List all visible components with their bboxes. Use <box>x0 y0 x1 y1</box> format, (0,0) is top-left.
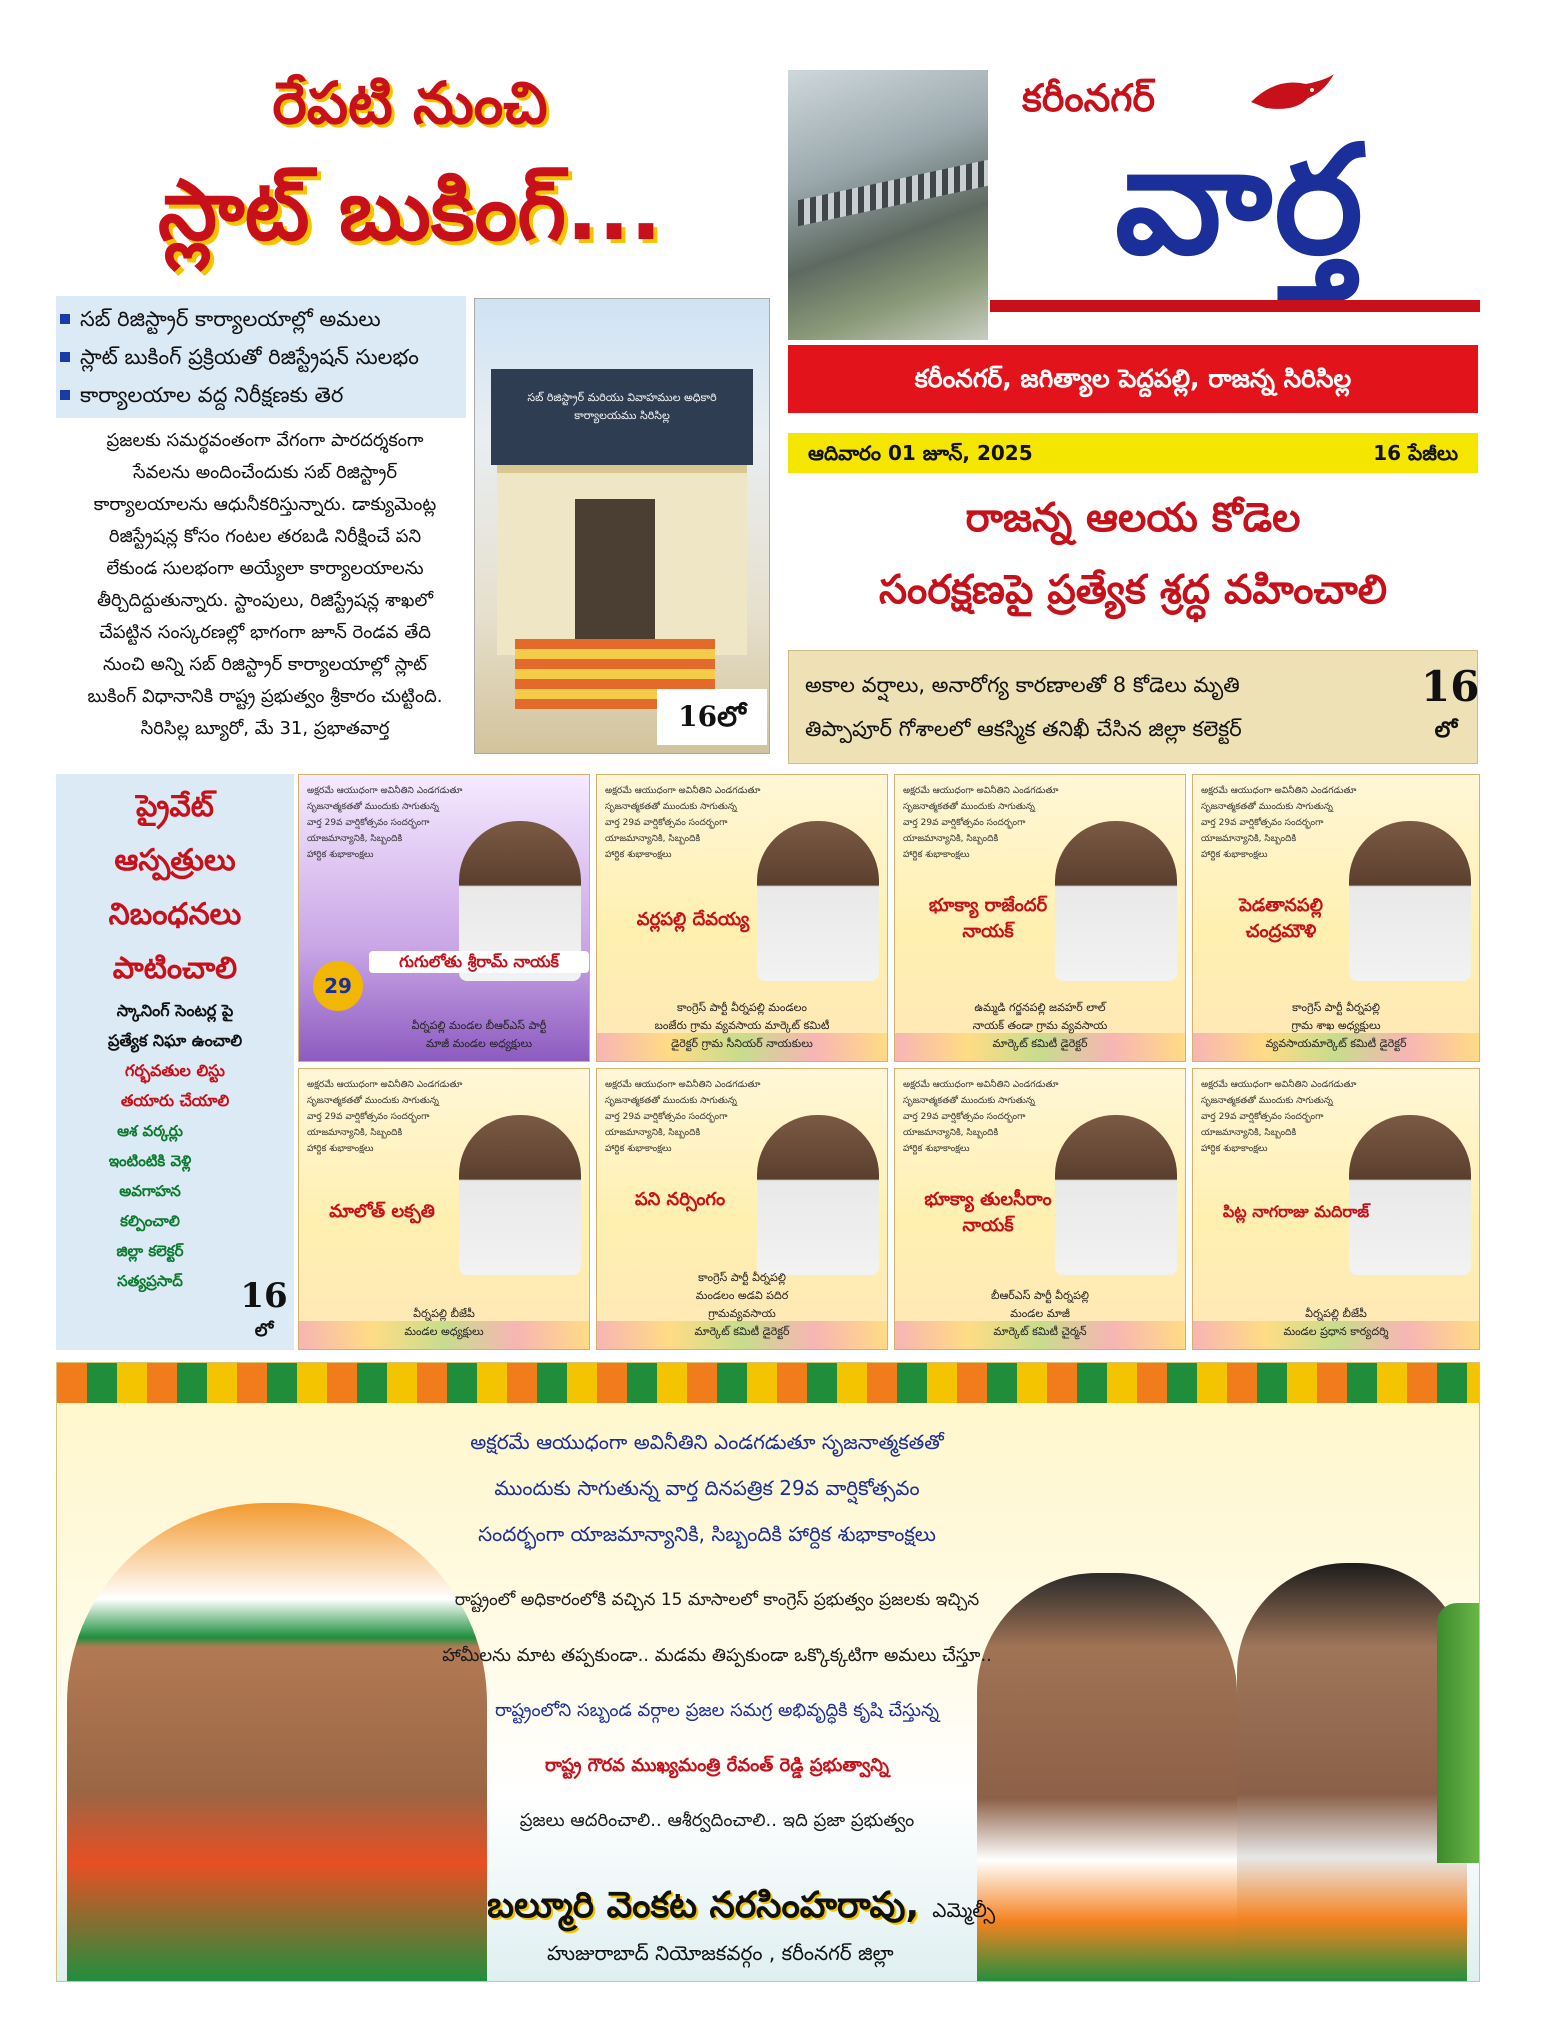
big-ad-line: అక్షరమే ఆయుధంగా అవినీతిని ఎండగడుతూ సృజనాత్మకతతో <box>470 1430 944 1454</box>
greeting-line: సృజనాత్మకతతో ముందుకు సాగుతున్న <box>307 802 439 812</box>
sidebar-page-suffix: లో <box>254 1320 274 1341</box>
ad-desc-line: గ్రామవ్యవసాయ <box>708 1307 776 1320</box>
story2-headline-1: రాజన్న ఆలయ కోడెల <box>965 495 1301 541</box>
ad-desc-line: కాంగ్రెస్ పార్టీ వీర్నపల్లి <box>698 1271 786 1284</box>
story2-summary-line: అకాల వర్షాలు, అనారోగ్య కారణాలతో 8 కోడెలు మృతి <box>805 673 1240 697</box>
ad-desc-line: మార్కెట్ కమిటీ చైర్మన్ <box>993 1325 1087 1338</box>
sidebar-green-line: అవగాహన <box>119 1182 181 1200</box>
greeting-line: హార్దిక శుభాకాంక్షలు <box>1201 850 1268 860</box>
body-line: కార్యాలయాలను ఆధునీకరిస్తున్నారు. డాక్యుమెంట్ల <box>93 494 437 515</box>
greeting-line: అక్షరమే ఆయుధంగా అవినీతిని ఎండగడుతూ <box>605 786 761 796</box>
greeting-ad-7 <box>894 1068 1186 1350</box>
office-sign-board <box>491 369 753 465</box>
greeting-line: హార్దిక శుభాకాంక్షలు <box>903 850 970 860</box>
office-doorway <box>575 499 655 649</box>
big-ad-name: బల్మూరి వెంకట నరసింహరావు, <box>487 1885 920 1926</box>
sidebar-headline: ప్రైవేట్ <box>136 789 214 824</box>
ad-name: మాలోత్ లక్పతి <box>329 1201 435 1222</box>
anniversary-number: 29 <box>324 974 352 998</box>
greeting-line: వార్త 29వ వార్షికోత్సవం సందర్భంగా <box>307 1112 430 1122</box>
ad-desc <box>1193 999 1479 1053</box>
ad-desc-line: నాయక్ తండా గ్రామ వ్యవసాయ <box>972 1019 1108 1032</box>
greeting-line: వార్త 29వ వార్షికోత్సవం సందర్భంగా <box>605 818 728 828</box>
masthead-districts: కరీంనగర్, జగిత్యాల పెద్దపల్లి, రాజన్న సిరిసిల్ల <box>914 364 1352 393</box>
greeting-line: వార్త 29వ వార్షికోత్సవం సందర్భంగా <box>307 818 430 828</box>
greeting-line: వార్త 29వ వార్షికోత్సవం సందర్భంగా <box>605 1112 728 1122</box>
greeting-line: యాజమాన్యానికి, సిబ్బందికి <box>903 1128 999 1138</box>
big-ad-line: ముందుకు సాగుతున్న వార్త దినపత్రిక 29వ వార్షికోత్సవం <box>494 1476 920 1500</box>
greeting-line: హార్దిక శుభాకాంక్షలు <box>605 1144 672 1154</box>
ad-desc-line: కాంగ్రెస్ పార్టీ వీర్నపల్లి <box>1292 1001 1380 1014</box>
sidebar-green-line: ఇంటింటికి వెళ్లి <box>108 1152 192 1170</box>
greeting-line: సృజనాత్మకతతో ముందుకు సాగుతున్న <box>903 1096 1035 1106</box>
bullet-item <box>56 338 466 376</box>
ad-name: భూక్యా రాజేందర్ నాయక్ <box>928 895 1048 942</box>
garland-decoration <box>57 1363 1480 1403</box>
story2-summary-box <box>788 650 1478 764</box>
greeting-line: అక్షరమే ఆయుధంగా అవినీతిని ఎండగడుతూ <box>1201 1080 1357 1090</box>
ad-portrait <box>1055 821 1177 981</box>
greeting-line: సృజనాత్మకతతో ముందుకు సాగుతున్న <box>307 1096 439 1106</box>
leader-portrait-2 <box>1237 1563 1467 1982</box>
masthead-dam-photo <box>788 70 988 340</box>
body-line: ప్రజలకు సమర్థవంతంగా వేగంగా పారదర్శకంగా <box>106 430 424 451</box>
sidebar-headline: పాటించాలి <box>112 951 238 986</box>
ad-name: గుగులోతు శ్రీరామ్ నాయక్ <box>369 951 589 973</box>
greeting-line: యాజమాన్యానికి, సిబ్బందికి <box>903 834 999 844</box>
anniversary-badge <box>313 961 363 1011</box>
ad-name: వర్లపల్లి దేవయ్య <box>636 909 750 930</box>
masthead-date: ఆదివారం 01 జూన్, 2025 <box>808 441 1033 465</box>
sidebar-page-ref <box>238 1274 290 1344</box>
masthead-title: వార్త <box>1114 114 1366 288</box>
greeting-ad-8 <box>1192 1068 1480 1350</box>
greeting-ad-2 <box>596 774 888 1062</box>
ad-name: పని నర్సింగం <box>634 1189 726 1210</box>
big-ad-line: రాష్ట్ర గౌరవ ముఖ్యమంత్రి రేవంత్ రెడ్డి ప్రభుత్వాన్ని <box>544 1755 889 1776</box>
greeting-line: అక్షరమే ఆయుధంగా అవినీతిని ఎండగడుతూ <box>1201 786 1357 796</box>
ad-desc-line: మండల ప్రధాన కార్యదర్శి <box>1283 1325 1389 1338</box>
story2-page-suffix: లో <box>1434 717 1458 743</box>
photo-page-ref: 16లో <box>657 689 767 745</box>
greeting-line: అక్షరమే ఆయుధంగా అవినీతిని ఎండగడుతూ <box>903 1080 1059 1090</box>
big-ad-line: సందర్భంగా యాజమాన్యానికి, సిబ్బందికి హార్దిక శుభాకాంక్షలు <box>478 1522 936 1546</box>
ad-portrait <box>757 821 879 981</box>
greeting-line: అక్షరమే ఆయుధంగా అవినీతిని ఎండగడుతూ <box>903 786 1059 796</box>
greeting-line: యాజమాన్యానికి, సిబ్బందికి <box>307 1128 403 1138</box>
greeting-line: హార్దిక శుభాకాంక్షలు <box>1201 1144 1268 1154</box>
big-ad-text-2 <box>347 1573 1087 1848</box>
masthead-districts-bar <box>788 345 1478 413</box>
ad-desc-line: వీర్నపల్లి మండల బీఆర్ఎస్ పార్టీ <box>411 1019 547 1032</box>
ad-desc-line: మాజీ మండల అధ్యక్షులు <box>425 1037 533 1050</box>
ad-desc-line: వీర్నపల్లి బీజేపీ <box>413 1307 475 1320</box>
big-ad-sponsor <box>487 1885 1207 1935</box>
big-ad <box>56 1362 1480 1982</box>
ad-desc-line: డైరెక్టర్ గ్రామ సీనియర్ నాయకులు <box>671 1037 813 1050</box>
bullet-text: సబ్ రిజిస్ట్రార్ కార్యాలయాల్లో అమలు <box>80 307 381 331</box>
greeting-line: సృజనాత్మకతతో ముందుకు సాగుతున్న <box>605 1096 737 1106</box>
sidebar-green-line: కల్పించాలి <box>120 1212 180 1230</box>
greeting-line: హార్దిక శుభాకాంక్షలు <box>605 850 672 860</box>
sidebar-sub: ప్రత్యేక నిఘా ఉంచాలి <box>107 1031 243 1050</box>
greeting-ad-5 <box>298 1068 590 1350</box>
greeting-line: హార్దిక శుభాకాంక్షలు <box>307 850 374 860</box>
masthead-red-stripe <box>990 300 1480 312</box>
greeting-line: అక్షరమే ఆయుధంగా అవినీతిని ఎండగడుతూ <box>307 1080 463 1090</box>
greeting-line: సృజనాత్మకతతో ముందుకు సాగుతున్న <box>605 802 737 812</box>
sidebar-green-line: ఆశ వర్కర్లు <box>117 1122 183 1140</box>
ad-portrait <box>757 1115 879 1275</box>
big-ad-line: ప్రజలు ఆదరించాలి.. ఆశీర్వదించాలి.. ఇది ప్రజా ప్రభుత్వం <box>519 1810 915 1831</box>
ad-portrait <box>1349 1115 1471 1275</box>
story2-page-ref <box>1421 659 1480 745</box>
body-line: బుకింగ్ విధానానికి రాష్ట్ర ప్రభుత్వం శ్రీకారం చుట్టింది. <box>87 686 443 707</box>
office-sign-text: సబ్ రిజిస్ట్రార్ మరియు వివాహముల అధికారి కార్యాలయము సిరిసిల్ల <box>527 391 717 422</box>
greeting-line: యాజమాన్యానికి, సిబ్బందికి <box>605 1128 701 1138</box>
ad-desc <box>597 1269 887 1341</box>
greeting-line: వార్త 29వ వార్షికోత్సవం సందర్భంగా <box>903 1112 1026 1122</box>
ad-name: పిట్ల నాగరాజు మదిరాజ్ <box>1222 1202 1370 1221</box>
ad-desc-line: బీఆర్ఎస్ పార్టీ వీర్నపల్లి <box>991 1289 1089 1302</box>
bullet-item <box>56 376 466 414</box>
masthead-city: కరీంనగర్ <box>1022 76 1156 120</box>
body-line: నుంచి అన్ని సబ్ రిజిస్ట్రార్ కార్యాలయాల్లో స్లాట్ <box>102 654 428 675</box>
main-headline: స్లాట్ బుకింగ్... <box>158 161 662 259</box>
body-line: సేవలను అందించేందుకు సబ్ రిజిస్ట్రార్ <box>132 462 398 483</box>
greeting-ad-1 <box>298 774 590 1062</box>
ad-desc <box>299 1305 589 1341</box>
greeting-line: యాజమాన్యానికి, సిబ్బందికి <box>1201 834 1297 844</box>
dam-gates <box>798 160 988 226</box>
ad-name: పెడతానపల్లి చంద్రమౌళి <box>1239 895 1323 942</box>
sidebar-page-num: 16 <box>240 1276 288 1316</box>
story2-headline-2: సంరక్షణపై ప్రత్యేక శ్రద్ధ వహించాలి <box>878 567 1388 613</box>
sidebar-red-line: గర్భవతుల లిస్టు <box>125 1061 225 1080</box>
masthead-pages: 16 పేజీలు <box>1373 441 1458 465</box>
sidebar-column <box>56 774 294 1350</box>
greeting-line: సృజనాత్మకతతో ముందుకు సాగుతున్న <box>1201 802 1333 812</box>
big-ad-title: ఎమ్మెల్సీ <box>932 1898 996 1922</box>
greeting-line: యాజమాన్యానికి, సిబ్బందికి <box>605 834 701 844</box>
ad-desc-line: వీర్నపల్లి బీజేపీ <box>1305 1307 1367 1320</box>
greeting-ad-6 <box>596 1068 888 1350</box>
greeting-line: సృజనాత్మకతతో ముందుకు సాగుతున్న <box>903 802 1035 812</box>
ad-desc-line: మార్కెట్ కమిటీ డైరెక్టర్ <box>694 1325 790 1338</box>
greeting-line: యాజమాన్యానికి, సిబ్బందికి <box>1201 1128 1297 1138</box>
ad-desc <box>369 1017 589 1053</box>
sidebar-sub: స్కానింగ్ సెంటర్ల పై <box>116 1001 234 1020</box>
greeting-line: వార్త 29వ వార్షికోత్సవం సందర్భంగా <box>1201 818 1324 828</box>
ad-desc-line: గ్రామ శాఖ అధ్యక్షులు <box>1291 1019 1381 1032</box>
bullet-text: స్లాట్ బుకింగ్ ప్రక్రియతో రిజిస్ట్రేషన్ సులభం <box>80 345 419 369</box>
masthead-date-bar <box>788 433 1478 473</box>
ad-desc <box>597 999 887 1053</box>
greeting-line: హార్దిక శుభాకాంక్షలు <box>307 1144 374 1154</box>
body-line: సిరిసిల్ల బ్యూరో, మే 31, ప్రభాతవార్త <box>140 718 390 739</box>
big-ad-line: రాష్ట్రంలో అధికారంలోకి వచ్చిన 15 మాసాలలో కాంగ్రెస్ ప్రభుత్వం ప్రజలకు ఇచ్చిన <box>454 1590 980 1610</box>
sidebar-green-line: సత్యప్రసాద్ <box>117 1272 183 1290</box>
sidebar-green-line: జిల్లా కలెక్టర్ <box>116 1242 184 1260</box>
bullet-item <box>56 300 466 338</box>
ad-portrait <box>1055 1115 1177 1275</box>
sidebar-headline: నిబంధనలు <box>108 897 242 932</box>
ad-portrait <box>459 1115 581 1275</box>
greeting-line: వార్త 29వ వార్షికోత్సవం సందర్భంగా <box>903 818 1026 828</box>
body-line: రిజిస్ట్రేషన్ల కోసం గంటల తరబడి నిరీక్షించే పని <box>108 526 422 547</box>
greeting-line: అక్షరమే ఆయుధంగా అవినీతిని ఎండగడుతూ <box>307 786 463 796</box>
greeting-ad-4 <box>1192 774 1480 1062</box>
sidebar-red-line: తయారు చేయాలి <box>120 1091 230 1110</box>
greeting-ad-3 <box>894 774 1186 1062</box>
body-line: తీర్చిదిద్దుతున్నారు. స్టాంపులు, రిజిస్ట్రేషన్ల శాఖలో <box>96 590 434 611</box>
story2-page-num: 16 <box>1421 662 1480 711</box>
greeting-line: వార్త 29వ వార్షికోత్సవం సందర్భంగా <box>1201 1112 1324 1122</box>
ad-desc-line: మండల అధ్యక్షులు <box>404 1325 484 1338</box>
ad-name: భూక్యా తులసీరాం నాయక్ <box>924 1189 1052 1236</box>
ad-desc-line: వ్యవసాయమార్కెట్ కమిటీ డైరెక్టర్ <box>1265 1037 1407 1050</box>
ad-desc <box>895 1287 1185 1341</box>
ad-desc-line: మండలం అడవి పదిర <box>695 1289 789 1302</box>
big-ad-line: హామీలను మాట తప్పకుండా.. మడమ తిప్పకుండా ఒక్కొక్కటిగా అమలు చేస్తూ.. <box>442 1645 992 1666</box>
ad-desc-line: మండల మాజీ <box>1010 1307 1070 1320</box>
greeting-line: యాజమాన్యానికి, సిబ్బందికి <box>307 834 403 844</box>
greeting-line: సృజనాత్మకతతో ముందుకు సాగుతున్న <box>1201 1096 1333 1106</box>
ad-desc-line: కాంగ్రెస్ పార్టీ వీర్నపల్లి మండలం <box>676 1001 808 1014</box>
big-ad-text <box>357 1419 1057 1557</box>
ad-desc <box>895 999 1185 1053</box>
story2-summary-line: తిప్పాపూర్ గోశాలలో ఆకస్మిక తనిఖీ చేసిన జిల్లా కలెక్టర్ <box>805 717 1242 741</box>
body-line: చేపట్టిన సంస్కరణల్లో భాగంగా జూన్ రెండవ తేది <box>99 622 431 643</box>
ad-desc-line: మార్కెట్ కమిటీ డైరెక్టర్ <box>992 1037 1088 1050</box>
big-ad-line: రాష్ట్రంలోని సబ్బండ వర్గాల ప్రజల సమగ్ర అభివృద్ధికి కృషి చేస్తున్న <box>495 1700 939 1721</box>
main-kicker: రేపటి నుంచి <box>272 69 548 137</box>
bullet-box <box>56 296 466 418</box>
palm-tree-icon <box>1437 1603 1480 1863</box>
sidebar-headline: ఆస్పత్రులు <box>114 843 236 878</box>
ad-desc <box>1193 1305 1479 1341</box>
ad-desc-line: బంజేరు గ్రామ వ్యవసాయ మార్కెట్ కమిటీ <box>654 1019 830 1032</box>
greeting-line: హార్దిక శుభాకాంక్షలు <box>903 1144 970 1154</box>
ad-desc-line: ఉమ్మడి గర్జనపల్లి జవహర్ లాల్ <box>974 1001 1106 1014</box>
bullet-text: కార్యాలయాల వద్ద నిరీక్షణకు తెర <box>80 383 344 407</box>
main-body <box>60 425 470 745</box>
body-line: లేకుండ సులభంగా అయ్యేలా కార్యాలయాలను <box>106 558 424 579</box>
ad-portrait <box>1349 821 1471 981</box>
big-ad-place: హుజురాబాద్ నియోజకవర్గం , కరీంనగర్ జిల్లా <box>547 1941 894 1965</box>
office-photo <box>474 298 770 754</box>
greeting-line: అక్షరమే ఆయుధంగా అవినీతిని ఎండగడుతూ <box>605 1080 761 1090</box>
